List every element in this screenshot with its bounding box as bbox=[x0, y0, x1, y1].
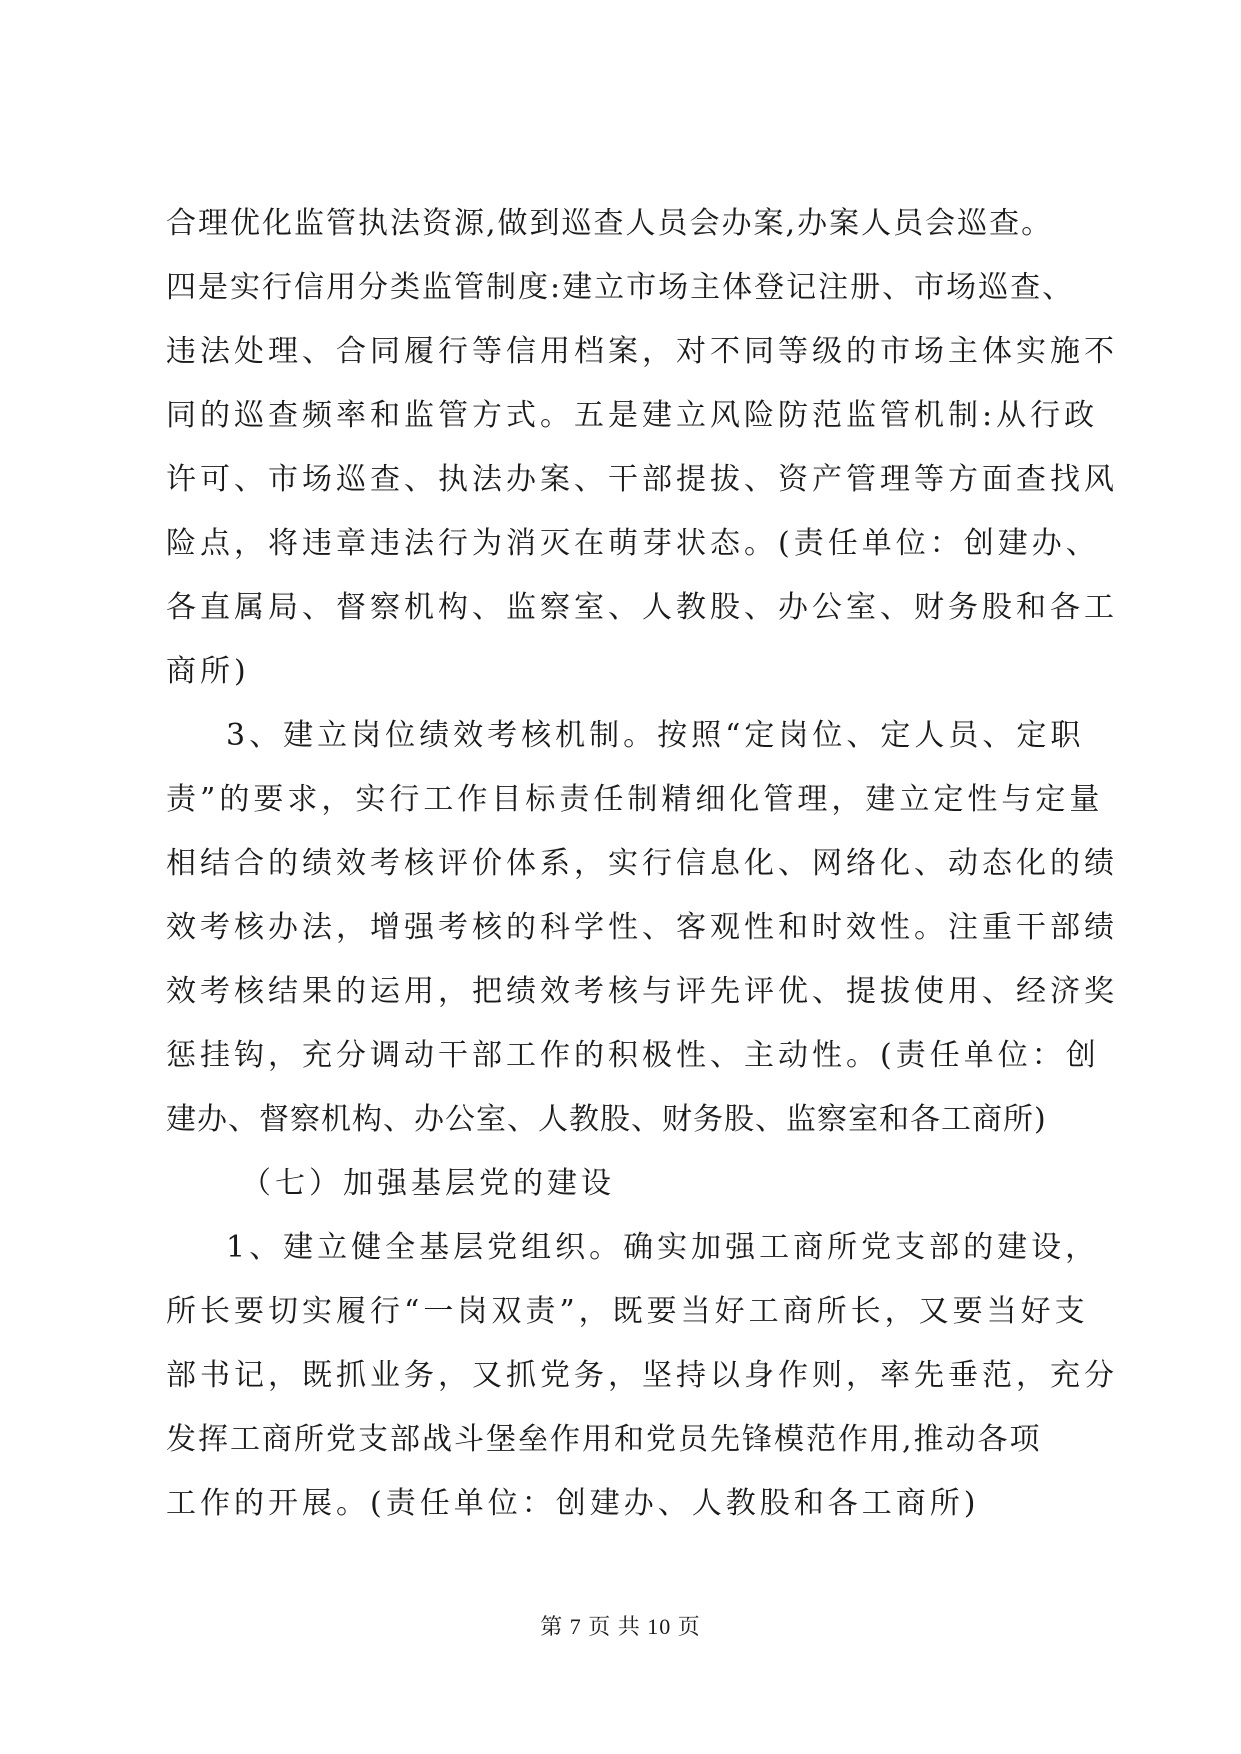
paragraph-line: 四是实行信用分类监管制度:建立市场主体登记注册、市场巡查、 bbox=[166, 270, 1075, 305]
paragraph-line: 1、建立健全基层党组织。确实加强工商所党支部的建设， bbox=[226, 1230, 1100, 1265]
paragraph-line: 同的巡查频率和监管方式。五是建立风险防范监管机制:从行政 bbox=[166, 398, 1099, 433]
paragraph-line: 效考核办法，增强考核的科学性、客观性和时效性。注重干部绩 bbox=[166, 910, 1118, 945]
paragraph-line: 惩挂钩，充分调动干部工作的积极性、主动性。(责任单位：创 bbox=[166, 1038, 1100, 1073]
section-heading: （七）加强基层党的建设 bbox=[241, 1166, 615, 1201]
paragraph-line: 相结合的绩效考核评价体系，实行信息化、网络化、动态化的绩 bbox=[166, 846, 1118, 881]
paragraph-line: 效考核结果的运用，把绩效考核与评先评优、提拔使用、经济奖 bbox=[166, 974, 1118, 1009]
paragraph-line: 险点，将违章违法行为消灭在萌芽状态。(责任单位：创建办、 bbox=[166, 526, 1100, 561]
paragraph-line: 违法处理、合同履行等信用档案，对不同等级的市场主体实施不 bbox=[166, 334, 1118, 369]
document-body bbox=[166, 192, 1118, 1536]
paragraph-line: 责”的要求，实行工作目标责任制精细化管理，建立定性与定量 bbox=[166, 782, 1104, 817]
paragraph-line: 3、建立岗位绩效考核机制。按照“定岗位、定人员、定职 bbox=[226, 718, 1085, 753]
paragraph-line: 发挥工商所党支部战斗堡垒作用和党员先锋模范作用,推动各项 bbox=[166, 1422, 1042, 1457]
paragraph-line: 商所) bbox=[166, 654, 250, 689]
paragraph-line: 建办、督察机构、办公室、人教股、财务股、监察室和各工商所) bbox=[166, 1102, 1047, 1137]
paragraph-line: 部书记，既抓业务，又抓党务，坚持以身作则，率先垂范，充分 bbox=[166, 1358, 1118, 1393]
paragraph-line: 合理优化监管执法资源,做到巡查人员会办案,办案人员会巡查。 bbox=[166, 206, 1054, 241]
page-number-footer: 第 7 页 共 10 页 bbox=[540, 1614, 701, 1639]
paragraph-line: 所长要切实履行“一岗双责”，既要当好工商所长，又要当好支 bbox=[166, 1294, 1089, 1329]
paragraph-line: 各直属局、督察机构、监察室、人教股、办公室、财务股和各工 bbox=[166, 590, 1118, 625]
paragraph-line: 工作的开展。(责任单位：创建办、人教股和各工商所) bbox=[166, 1486, 980, 1521]
paragraph-line: 许可、市场巡查、执法办案、干部提拔、资产管理等方面查找风 bbox=[166, 462, 1118, 497]
